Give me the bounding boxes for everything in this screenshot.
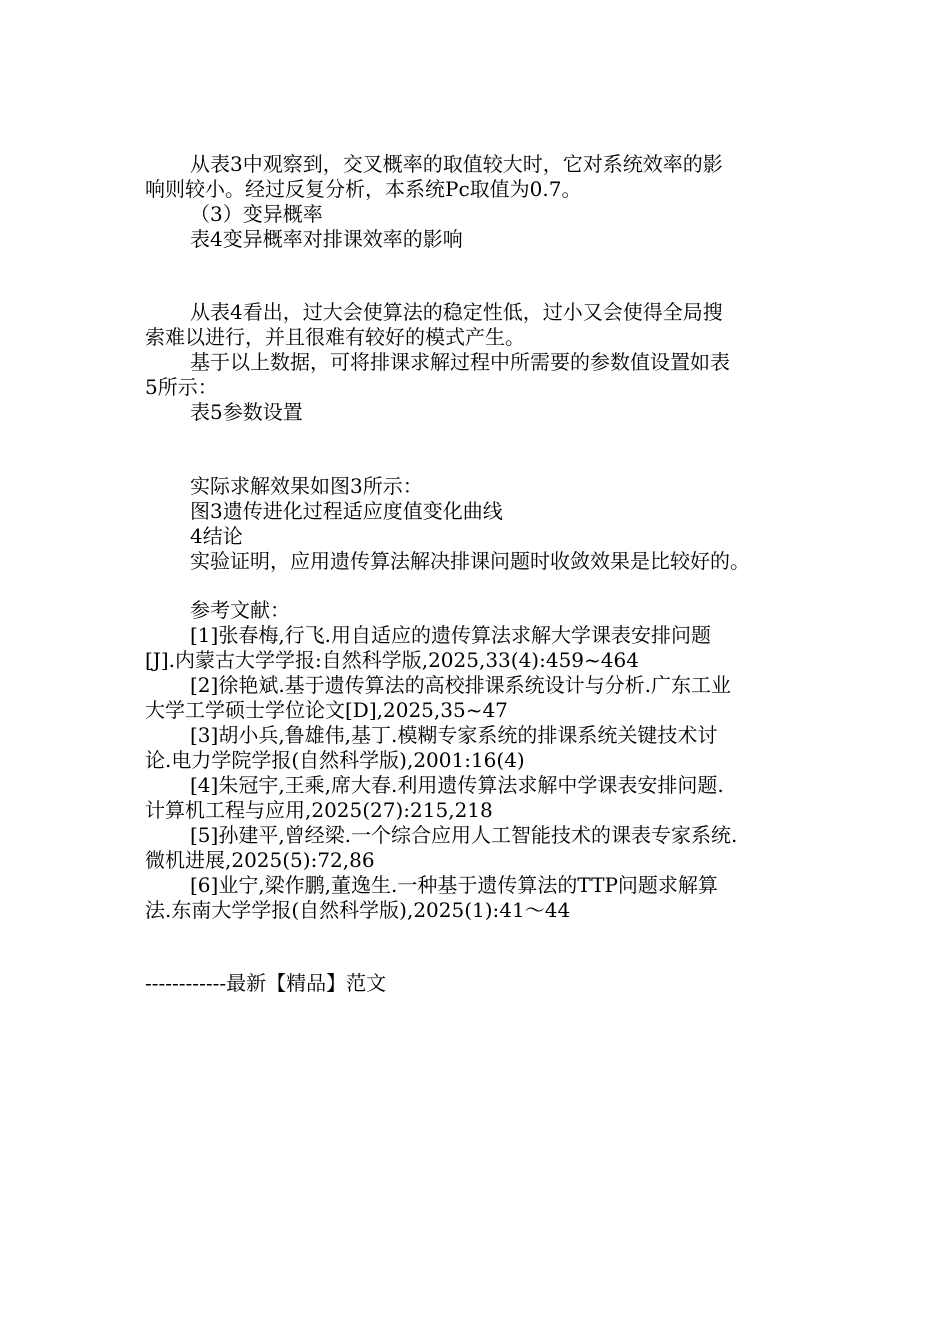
reference-line: 法.东南大学学报(自然科学版),2025(1):41～44	[145, 898, 571, 922]
body-text-line: 5所示：	[145, 375, 218, 399]
reference-line: [4]朱冠宇,王乘,席大春.利用遗传算法求解中学课表安排问题.	[190, 773, 724, 797]
reference-line: [6]业宁,梁作鹏,董逸生.一种基于遗传算法的TTP问题求解算	[190, 873, 718, 897]
body-text-line: 响则较小。经过反复分析，本系统Pc取值为0.7。	[145, 177, 582, 201]
body-text-line: 索难以进行，并且很难有较好的模式产生。	[145, 325, 525, 349]
body-text-line: 基于以上数据，可将排课求解过程中所需要的参数值设置如表	[190, 350, 730, 374]
reference-line: 论.电力学院学报(自然科学版),2001:16(4)	[145, 748, 525, 772]
reference-line: 计算机工程与应用,2025(27):215,218	[145, 798, 493, 822]
reference-line: [5]孙建平,曾经梁.一个综合应用人工智能技术的课表专家系统.	[190, 823, 738, 847]
reference-line: [3]胡小兵,鲁雄伟,基丁.模糊专家系统的排课系统关键技术讨	[190, 723, 718, 747]
reference-line: 大学工学硕士学位论文[D],2025,35~47	[145, 698, 508, 722]
page-footer: ------------最新【精品】范文	[145, 971, 387, 995]
figure-caption: 图3遗传进化过程适应度值变化曲线	[190, 499, 503, 523]
body-text-line: 从表3中观察到，交叉概率的取值较大时，它对系统效率的影	[190, 152, 723, 176]
references-heading: 参考文献：	[190, 598, 290, 622]
section-heading: 4结论	[190, 524, 243, 548]
table-caption: 表4变异概率对排课效率的影响	[190, 227, 463, 251]
subsection-heading: （3）变异概率	[190, 202, 323, 226]
body-text-line: 实验证明，应用遗传算法解决排课问题时收敛效果是比较好的。	[190, 549, 750, 573]
reference-line: [J].内蒙古大学学报:自然科学版,2025,33(4):459~464	[145, 648, 639, 672]
body-text-line: 实际求解效果如图3所示：	[190, 474, 423, 498]
reference-line: 微机进展,2025(5):72,86	[145, 848, 375, 872]
reference-line: [2]徐艳斌.基于遗传算法的高校排课系统设计与分析.广东工业	[190, 673, 732, 697]
table-caption: 表5参数设置	[190, 400, 303, 424]
reference-line: [1]张春梅,行飞.用自适应的遗传算法求解大学课表安排问题	[190, 623, 712, 647]
body-text-line: 从表4看出，过大会使算法的稳定性低，过小又会使得全局搜	[190, 300, 723, 324]
